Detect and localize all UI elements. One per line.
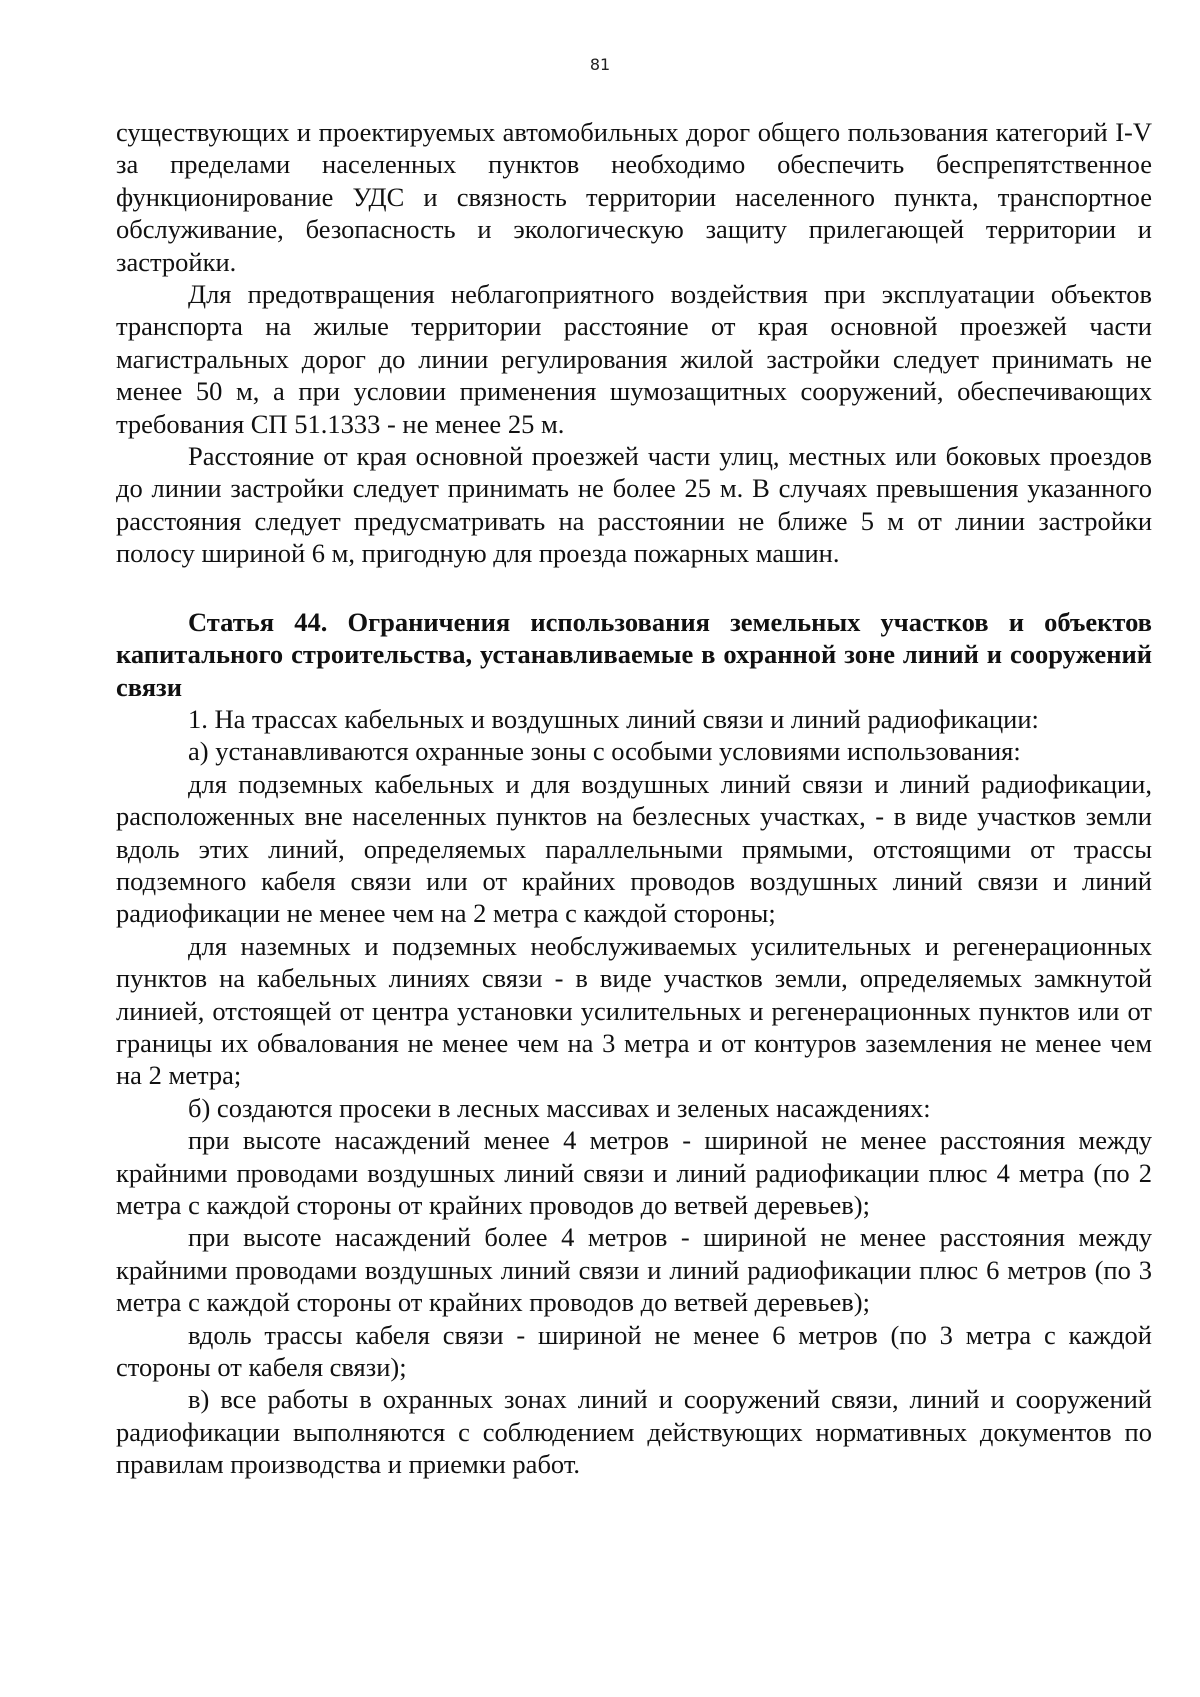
page-number: 81 bbox=[589, 55, 611, 74]
paragraph-item-b: б) создаются просеки в лесных массивах и зеленых насаждениях: bbox=[188, 1092, 931, 1123]
paragraph-setback-streets: Расстояние от края основной проезжей части улиц, местных или боковых проездов до линии застройки следует принимать не более 25 м. В случаях превышения указанного расстояния следует предусматривать на расстоянии не ближе 5 м от линии застройки полосу шириной 6 м, пригодную для проезда пожарных машин. bbox=[116, 441, 1152, 569]
paragraph-continuation: существующих и проектируемых автомобильных дорог общего пользования категорий I-V за пределами населенных пунктов необходимо обеспечить беспрепятственное функционирование УДС и связность территории населенного пункта, транспортное обслуживание, безопасность и экологическую защиту прилегающей территории и застройки. bbox=[116, 117, 1152, 277]
paragraph-item-1: 1. На трассах кабельных и воздушных линий связи и линий радиофикации: bbox=[188, 703, 1039, 734]
paragraph-cable-route: вдоль трассы кабеля связи - шириной не менее 6 метров (по 3 метра с каждой стороны от кабеля связи); bbox=[116, 1319, 1152, 1383]
paragraph-trees-over-4m: при высоте насаждений более 4 метров - шириной не менее расстояния между крайними проводами воздушных линий связи и линий радиофикации плюс 6 метров (по 3 метра с каждой стороны от крайних проводов до ветвей деревьев); bbox=[116, 1222, 1152, 1318]
paragraph-setback-main-roads: Для предотвращения неблагоприятного воздействия при эксплуатации объектов транспорта на жилые территории расстояние от края основной проезжей части магистральных дорог до линии регулирования жилой застройки следует принимать не менее 50 м, а при условии применения шумозащитных сооружений, обеспечивающих требования СП 51.1333 - не менее 25 м. bbox=[116, 279, 1152, 439]
paragraph-item-v: в) все работы в охранных зонах линий и сооружений связи, линий и сооружений радиофикации выполняются с соблюдением действующих нормативных документов по правилам производства и приемки работ. bbox=[116, 1384, 1152, 1480]
paragraph-item-a: а) устанавливаются охранные зоны с особыми условиями использования: bbox=[188, 736, 1021, 767]
paragraph-underground-lines: для подземных кабельных и для воздушных линий связи и линий радиофикации, расположенных вне населенных пунктов на безлесных участках, - в виде участков земли вдоль этих линий, определяемых параллельными прямыми, отстоящими от трассы подземного кабеля связи или от крайних проводов воздушных линий связи и линий радиофикации не менее чем на 2 метра с каждой стороны; bbox=[116, 768, 1152, 929]
article-44-heading: Статья 44. Ограничения использования земельных участков и объектов капитального строительства, устанавливаемые в охранной зоне линий и сооружений связи bbox=[116, 606, 1152, 702]
paragraph-trees-under-4m: при высоте насаждений менее 4 метров - шириной не менее расстояния между крайними проводами воздушных линий связи и линий радиофикации плюс 4 метра (по 2 метра с каждой стороны от крайних проводов до ветвей деревьев); bbox=[116, 1125, 1152, 1220]
document-body bbox=[116, 116, 1152, 1481]
paragraph-regeneration-points: для наземных и подземных необслуживаемых усилительных и регенерационных пунктов на кабельных линиях связи - в виде участков земли, определяемых замкнутой линией, отстоящей от центра установки усилительных и регенерационных пунктов или от границы их обвалования не менее чем на 3 метра и от контуров заземления не менее чем на 2 метра; bbox=[116, 930, 1152, 1091]
